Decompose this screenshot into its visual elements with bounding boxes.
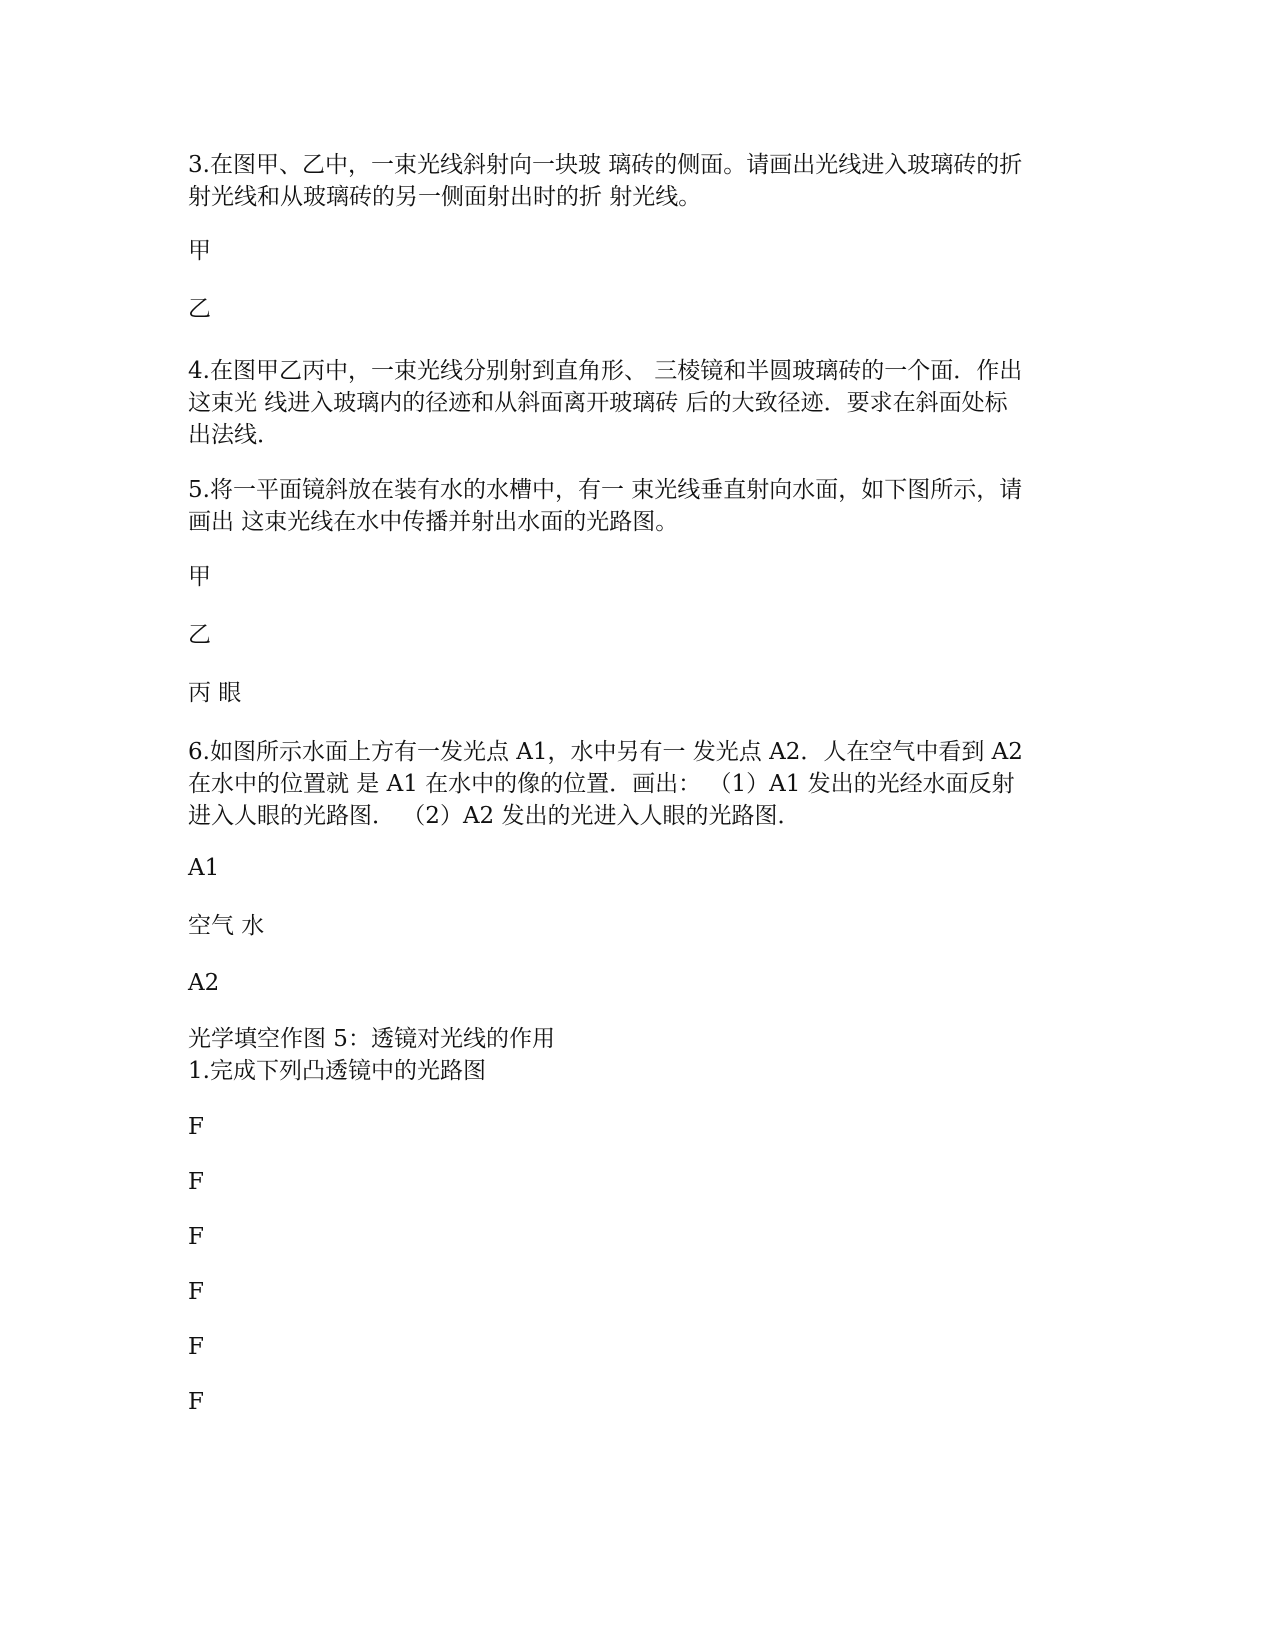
question-4-line-2: 这束光 线进入玻璃内的径迹和从斜面离开玻璃砖 后的大致径迹．要求在斜面处标 bbox=[188, 390, 1008, 416]
question-3-line-1: 3.在图甲、乙中，一束光线斜射向一块玻 璃砖的侧面。请画出光线进入玻璃砖的折 bbox=[188, 152, 1023, 178]
question-4-line-3: 出法线． bbox=[188, 422, 280, 448]
question-6-line-3: 进入人眼的光路图． （2）A2 发出的光进入人眼的光路图． bbox=[188, 803, 801, 829]
question-4-text bbox=[188, 355, 1093, 451]
question-5-text bbox=[188, 474, 1093, 538]
figure-label-yi: 乙 bbox=[188, 296, 211, 322]
figure-label-jia: 甲 bbox=[188, 238, 211, 264]
figure-label-jia-2: 甲 bbox=[188, 564, 211, 590]
focus-label-f: F bbox=[188, 1279, 204, 1305]
question-4-line-1: 4.在图甲乙丙中，一束光线分别射到直角形、 三棱镜和半圆玻璃砖的一个面．作出 bbox=[188, 358, 1023, 384]
figure-label-a2: A2 bbox=[188, 970, 220, 996]
figure-label-air-water: 空气 水 bbox=[188, 913, 265, 939]
focus-label-f: F bbox=[188, 1224, 204, 1250]
section-5-title: 光学填空作图 5：透镜对光线的作用 bbox=[188, 1026, 555, 1052]
question-6-text bbox=[188, 736, 1093, 832]
focus-label-f: F bbox=[188, 1334, 204, 1360]
figure-label-yi-2: 乙 bbox=[188, 622, 211, 648]
question-6-line-2: 在水中的位置就 是 A1 在水中的像的位置．画出： （1）A1 发出的光经水面反射 bbox=[188, 771, 1015, 797]
focus-label-f: F bbox=[188, 1389, 204, 1415]
question-5-line-1: 5.将一平面镜斜放在装有水的水槽中，有一 束光线垂直射向水面，如下图所示，请 bbox=[188, 477, 1023, 503]
figure-label-a1: A1 bbox=[188, 855, 220, 881]
question-6-line-1: 6.如图所示水面上方有一发光点 A1，水中另有一 发光点 A2．人在空气中看到 A2 bbox=[188, 739, 1023, 765]
figure-label-bing-eye: 丙 眼 bbox=[188, 680, 242, 706]
question-5-line-2: 画出 这束光线在水中传播并射出水面的光路图。 bbox=[188, 509, 679, 535]
focus-label-f: F bbox=[188, 1114, 204, 1140]
section-5-question-1: 1.完成下列凸透镜中的光路图 bbox=[188, 1058, 486, 1084]
question-3-line-2: 射光线和从玻璃砖的另一侧面射出时的折 射光线。 bbox=[188, 184, 702, 210]
focus-label-f: F bbox=[188, 1169, 204, 1195]
question-3-text bbox=[188, 149, 1093, 213]
